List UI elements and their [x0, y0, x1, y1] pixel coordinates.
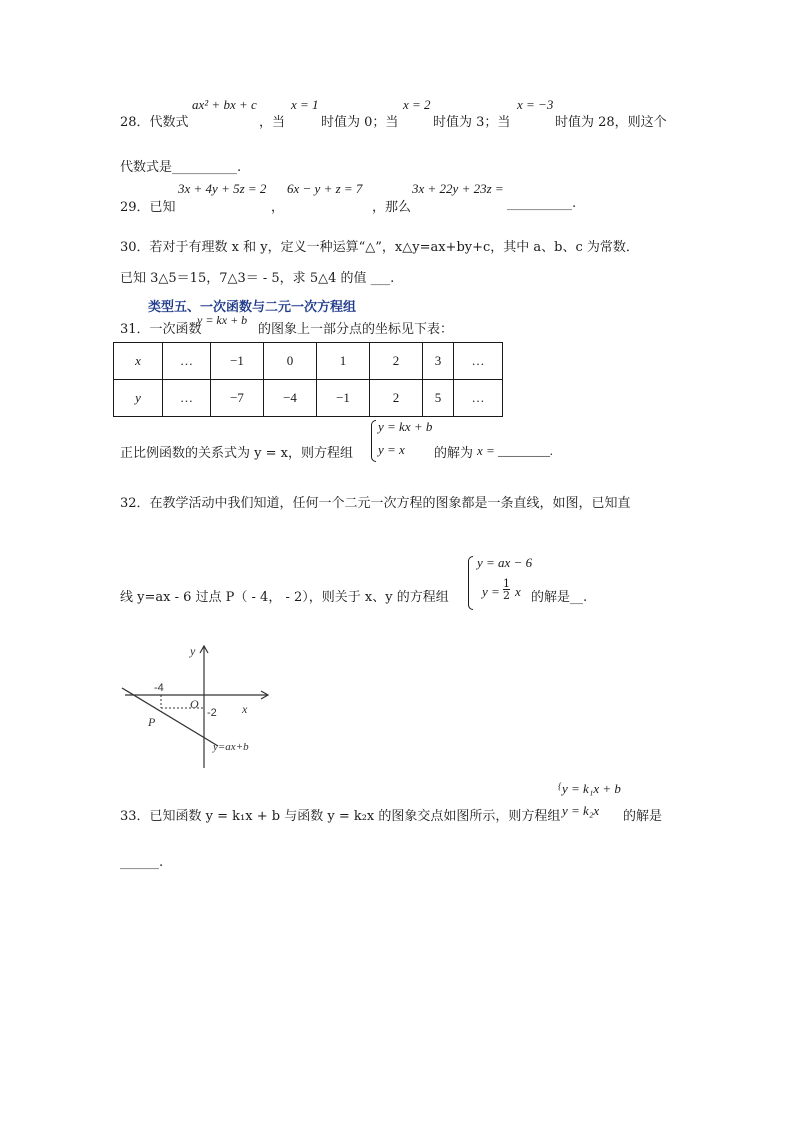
table-cell: −4 — [264, 380, 317, 417]
q32-brace — [468, 556, 473, 610]
q29-equation-1: 3x + 4y + 5z = 2 — [178, 181, 267, 196]
q33-brace-glyph: { — [558, 781, 562, 791]
table-cell: 1 — [317, 343, 370, 380]
q33-text: 的解是 — [623, 809, 663, 824]
table-cell: … — [454, 343, 503, 380]
table-cell: −1 — [211, 343, 264, 380]
table-row — [114, 380, 503, 417]
table-cell: −1 — [317, 380, 370, 417]
q31-function: y = kx + b — [197, 313, 248, 327]
q32-fraction — [503, 578, 510, 601]
q32-line-1: 32．在教学活动中我们知道，任何一个二元一次方程的图象都是一条直线，如图，已知直 — [120, 496, 631, 511]
q28-text: 时值为 28，则这个 — [555, 115, 667, 130]
q33-text: 33．已知函数 y = k₁x + b 与函数 y = k₂x 的图象交点如图所示，则方程组 — [120, 809, 561, 824]
table-cell: y — [114, 380, 163, 417]
x-coordinate-label: -4 — [154, 682, 164, 694]
fraction-numerator: 1 — [503, 577, 510, 590]
table-cell: … — [163, 380, 211, 417]
q29-text: ， — [271, 200, 285, 215]
section-heading: 类型五、一次函数与二元一次方程组 — [148, 300, 357, 315]
table-cell: 5 — [423, 380, 454, 417]
q31-number: 31．一次函数 — [120, 322, 202, 337]
table-cell: 2 — [370, 380, 423, 417]
q29-text: ，那么 — [372, 200, 412, 215]
q29-equation-2: 6x − y + z = 7 — [287, 181, 363, 196]
q29-blank: __________. — [507, 196, 577, 211]
origin-label: O — [190, 697, 199, 711]
q31-brace — [371, 420, 376, 462]
table-cell: 0 — [264, 343, 317, 380]
q29-number: 29．已知 — [120, 200, 176, 215]
table-cell: 2 — [370, 343, 423, 380]
q33-blank: ______. — [120, 855, 164, 870]
q31-value-table — [113, 342, 503, 417]
q28-text: ，当 — [259, 115, 286, 130]
y-coordinate-label: -2 — [207, 707, 217, 719]
q31-answer: x = ________. — [477, 443, 554, 458]
q28-answer-line: 代数式是__________. — [120, 160, 242, 175]
q28-x2: x = 2 — [403, 97, 431, 112]
x-axis-label: x — [242, 702, 248, 716]
q28-expression: ax² + bx + c — [192, 97, 257, 112]
fraction-denominator: 2 — [503, 589, 510, 602]
q30-line-1: 30．若对于有理数 x 和 y，定义一种运算“△”，x△y=ax+by+c，其中 a、b、c 为常数． — [120, 240, 639, 255]
line-label: y=ax+b — [213, 741, 249, 753]
q31-text: 的图象上一部分点的坐标见下表： — [258, 322, 454, 337]
table-cell: 3 — [423, 343, 454, 380]
q28-text: 时值为 3；当 — [433, 115, 511, 130]
q32-system-eq2-rhs: x — [515, 584, 521, 599]
table-cell: x — [114, 343, 163, 380]
q33-system-eq2: y = k₂x — [562, 803, 600, 818]
q31-text: 正比例函数的关系式为 y = x，则方程组 — [120, 446, 353, 461]
q33-system-eq1: y = k₁x + b — [562, 781, 621, 796]
q31-system-eq2: y = x — [378, 442, 405, 457]
q32-system-eq1: y = ax − 6 — [477, 555, 533, 570]
q31-text: 的解为 — [434, 446, 474, 461]
q28-x1: x = 1 — [291, 97, 319, 112]
table-row — [114, 343, 503, 380]
q32-line-2: 线 y=ax - 6 过点 P（ - 4， - 2），则关于 x、y 的方程组 — [120, 590, 449, 605]
q29-equation-3: 3x + 22y + 23z = — [412, 181, 504, 196]
q28-number: 28．代数式 — [120, 115, 189, 130]
table-cell: … — [163, 343, 211, 380]
q32-text: 的解是__. — [531, 590, 588, 605]
point-p-label: P — [148, 715, 156, 729]
y-axis-label: y — [190, 644, 196, 658]
q32-system-eq2-lhs: y = — [482, 584, 500, 599]
table-cell: −7 — [211, 380, 264, 417]
q30-line-2: 已知 3△5＝15，7△3＝ - 5，求 5△4 的值 ___. — [120, 271, 395, 286]
q32-graph — [110, 638, 280, 773]
q28-text: 时值为 0；当 — [321, 115, 399, 130]
q31-system-eq1: y = kx + b — [378, 419, 433, 434]
table-cell: … — [454, 380, 503, 417]
q28-x3: x = −3 — [517, 97, 554, 112]
